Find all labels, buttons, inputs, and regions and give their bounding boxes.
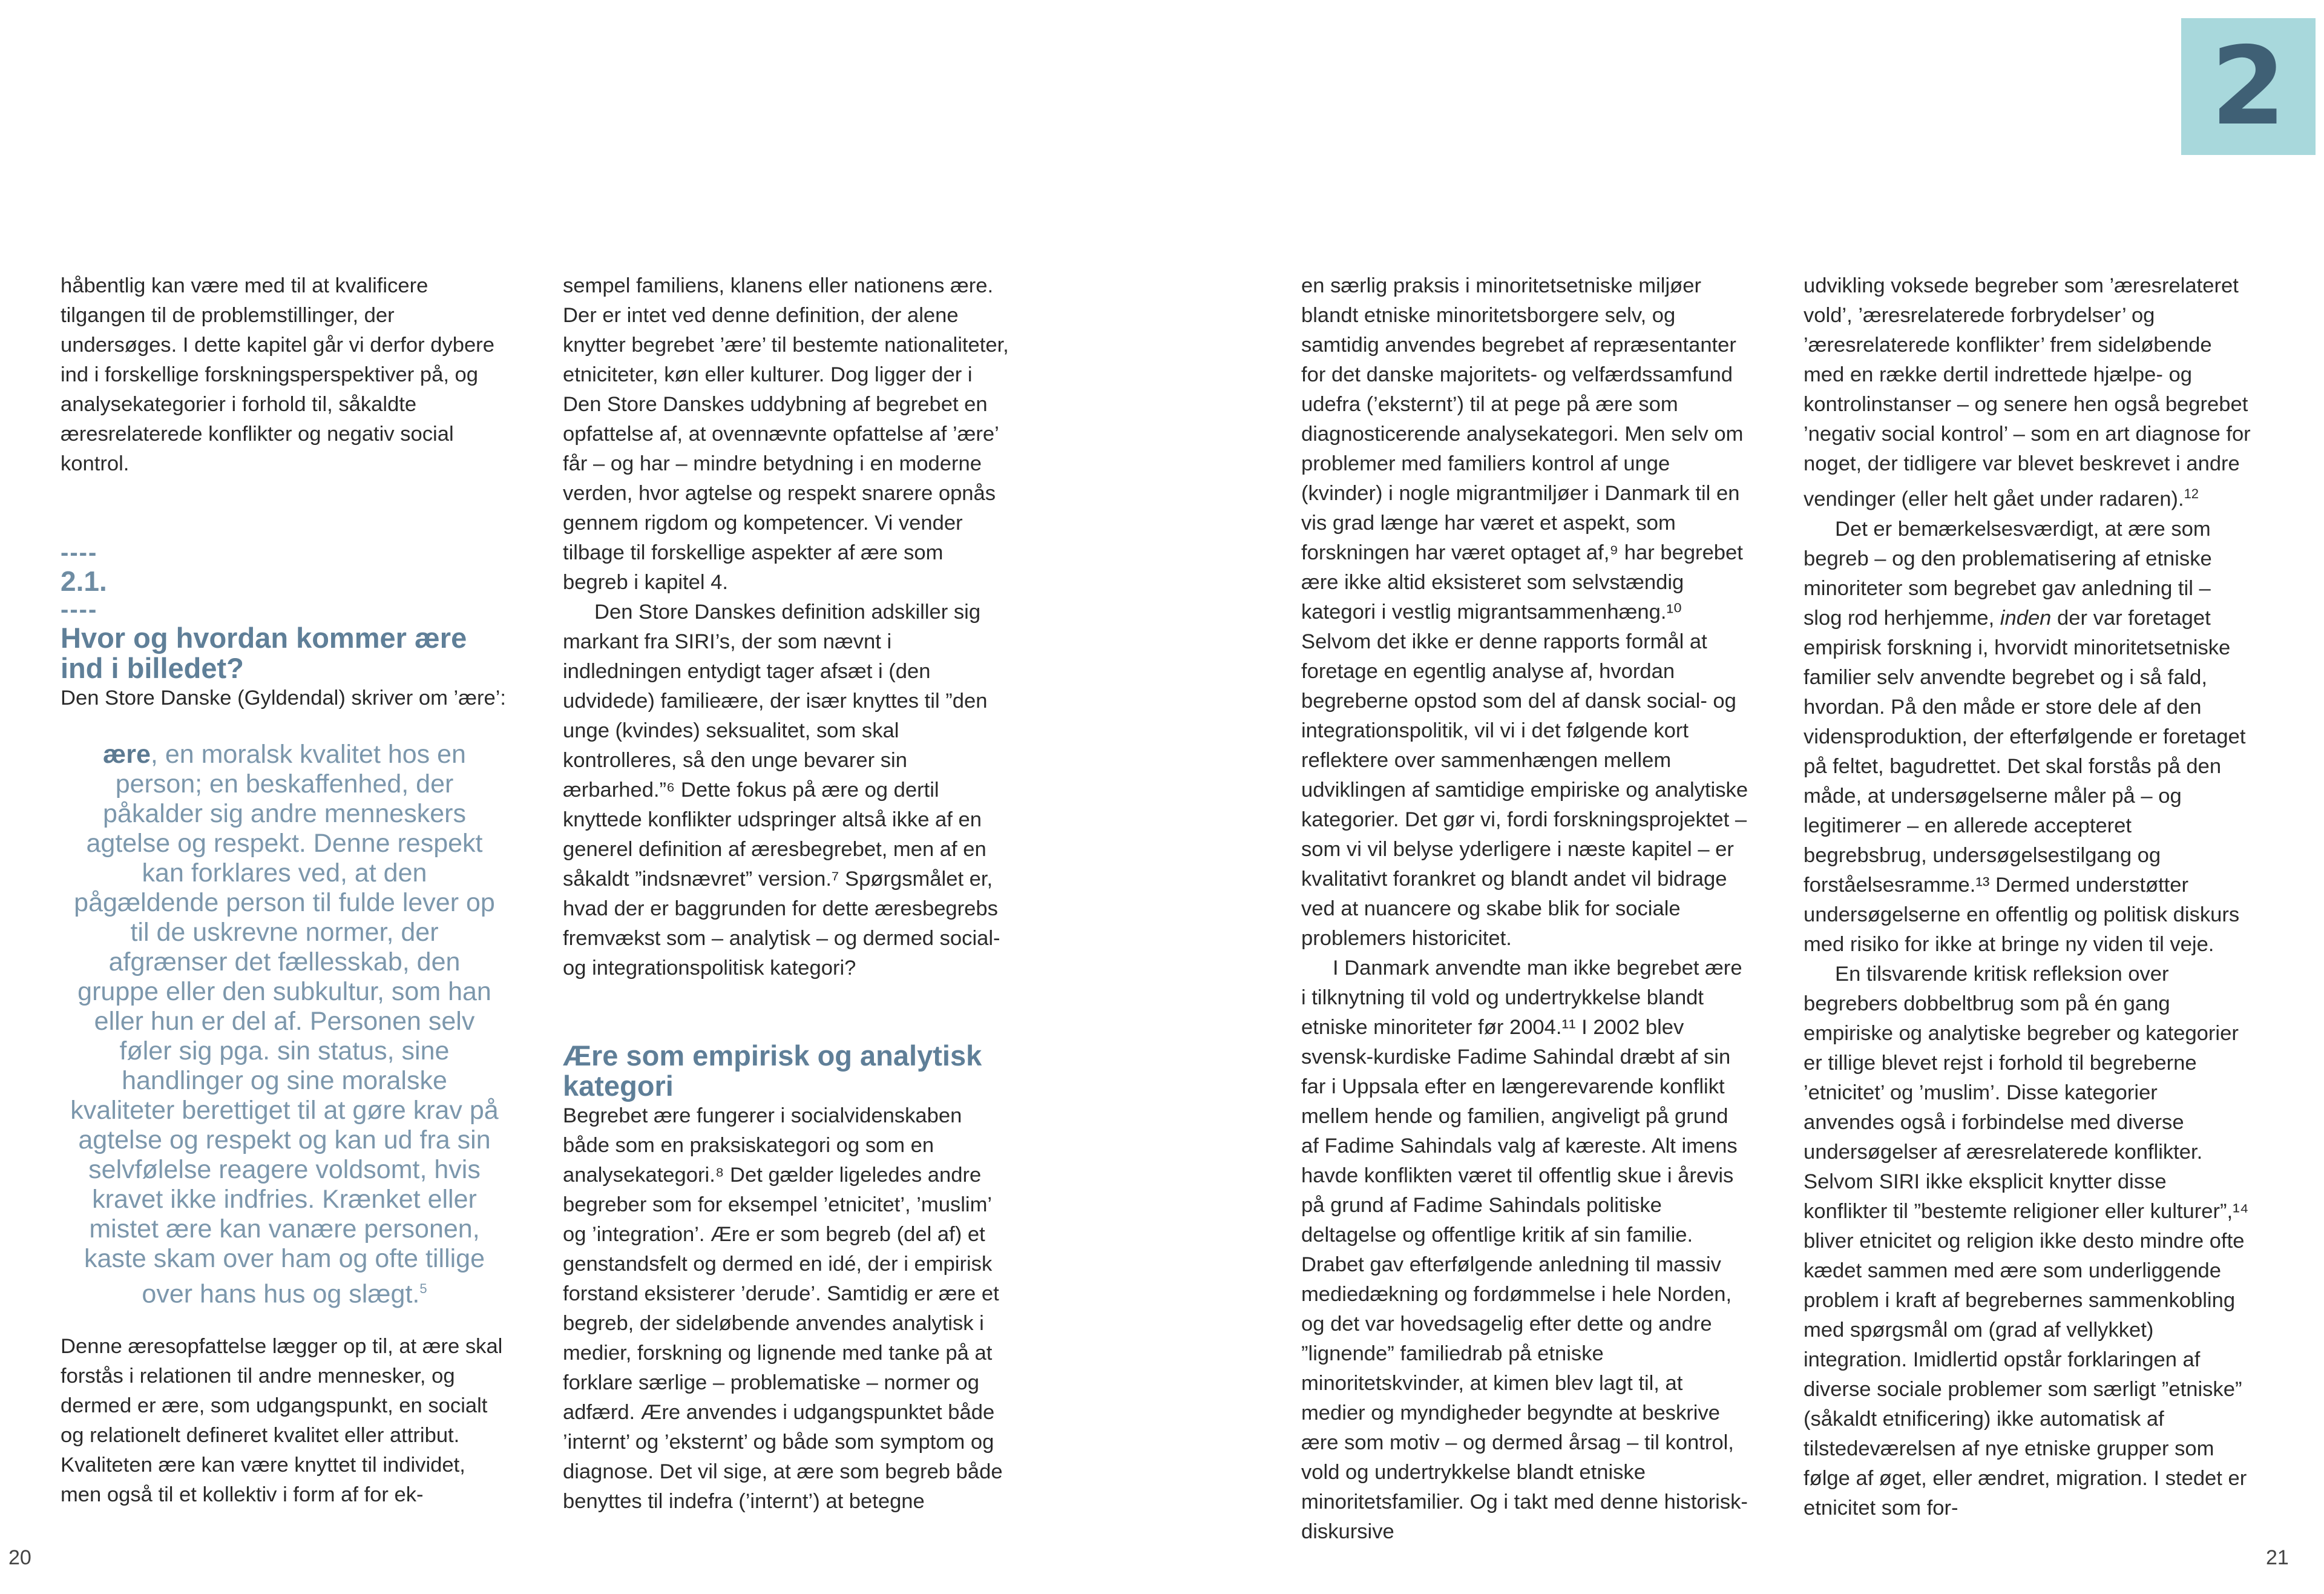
column-1 bbox=[61, 271, 508, 1510]
section-number: 2.1. bbox=[61, 565, 107, 597]
paragraph-text: der var foretaget empirisk forskning i, hvorvidt minoritetsetniske familier selv anvendte begrebet og i så fald, hvordan. På den måde er store dele af den vidensproduktion, der efterfølgende er foretaget på feltet, bagudrettet. Det skal forstås på den måde, at undersøgelserne måler på – og legitimerer – en allerede accepteret begrebsbrug, undersøgelsestilgang og forståelsesramme.¹³ Dermed understøtter undersøgelserne en offentlig og politisk diskurs med risiko for ikke at bringe ny viden til veje. bbox=[1804, 606, 2246, 956]
quote-keyword: ære bbox=[103, 740, 151, 769]
body-paragraph bbox=[1804, 515, 2251, 960]
column-2 bbox=[563, 271, 1011, 1517]
body-paragraph: Denne æresopfattelse lægger op til, at ære skal forstås i relationen til andre mennesker, og dermed er ære, som udgangspunkt, en socialt og relationelt defineret kvalitet eller attribut. Kvaliteten ære kan være knyttet til individet, men også til et kollektiv i form af for ek- bbox=[61, 1335, 503, 1507]
quote-body: , en moralsk kvalitet hos en person; en beskaffenhed, der påkalder sig andre menneskers agtelse og respekt. Denne respekt kan forklares ved, at den pågældende person til fulde lever op til de uskrevne normer, der afgrænser det fællesskab, den gruppe eller den subkultur, som han eller hun er del af. Personen selv føler sig pga. sin status, sine handlinger og sine moralske kvaliteter berettiget til at gøre krav på agtelse og respekt og kan ud fra sin selvfølelse reagere voldsomt, hvis kravet ikke indfries. Krænket eller mistet ære kan vanære personen, kaste skam over ham og ofte tillige over hans hus og slægt. bbox=[70, 740, 499, 1309]
body-paragraph: I Danmark anvendte man ikke begrebet ære i tilknytning til vold og undertrykkelse blandt etniske minoriteter før 2004.¹¹ I 2002 blev svensk-kurdiske Fadime Sahindal dræbt af sin far i Uppsala efter en længerevarende konflikt mellem hende og familien, angiveligt på grund af Fadime Sahindals valg af kæreste. Alt imens havde konflikten været til offentlig skue i årevis på grund af Fadime Sahindals politiske deltagelse og offentlige kritik af sin familie. Drabet gav efterfølgende anledning til massiv mediedækning og fordømmelse i hele Norden, og det var hovedsagelig efter dette og andre ”lignende” familiedrab på etniske minoritetskvinder, at kimen blev lagt til, at medier og myndigheder begyndte at beskrive ære som motiv – og dermed årsag – til kontrol, vold og undertrykkelse blandt etniske minoritetsfamilier. Og i takt med denne historisk-diskursive bbox=[1301, 957, 1748, 1543]
section-dashes-top: ---- bbox=[61, 539, 98, 566]
paragraph-text: udvikling voksede begreber som ’æresrelateret vold’, ’æresrelaterede forbrydelser’ og ’æresrelaterede konflikter’ frem sideløbende med en række dertil indrettede hjælpe- og kontrolinstanser – og senere hen også begrebet ’negativ social kontrol’ – som en art diagnose for noget, der tidligere var blevet beskrevet i andre vendinger (eller helt gået under radaren). bbox=[1804, 274, 2251, 511]
page-number-left: 20 bbox=[8, 1546, 31, 1569]
paragraph-text: Det er bemærkelsesværdigt, at ære som begreb – og den problematisering af etniske minoriteter som begrebet gav anledning til – slog rod herhjemme, bbox=[1804, 517, 2212, 630]
footnote-ref: 5 bbox=[419, 1281, 427, 1296]
column-3 bbox=[1301, 271, 1749, 1547]
definition-quote bbox=[61, 740, 508, 1309]
emphasis-text: inden bbox=[2000, 606, 2052, 630]
column-4 bbox=[1804, 271, 2251, 1523]
body-paragraph: Den Store Danskes definition adskiller sig markant fra SIRI’s, der som nævnt i indledningen entydigt tager afsæt i (den udvidede) familieære, der især knyttes til ”den unge (kvindes) seksualitet, som skal kontrolleres, så den unge bevarer sin ærbarhed.”⁶ Dette fokus på ære og dertil knyttede konflikter udspringer altså ikke af en generel definition af æresbegrebet, men af en såkaldt ”indsnævret” version.⁷ Spørgsmålet er, hvad der er baggrunden for dette æresbegrebs fremvækst som – analytisk – og dermed social- og integrationspolitisk kategori? bbox=[563, 601, 1000, 980]
chapter-number: 2 bbox=[2211, 24, 2286, 149]
intro-paragraph: håbentlig kan være med til at kvalificere tilgangen til de problemstillinger, der undersøges. I dette kapitel går vi derfor dybere ind i forskellige forskningsperspektiver på, og analysekategorier i forhold til, såkaldte æresrelaterede konflikter og negativ social kontrol. bbox=[61, 274, 494, 475]
subsection-heading: Ære som empirisk og analytisk kategori bbox=[563, 1039, 982, 1102]
footnote-ref: 12 bbox=[2184, 486, 2199, 501]
body-paragraph: Begrebet ære fungerer i socialvidenskaben både som en praksiskategori og som en analysekategori.⁸ Det gælder ligeledes andre begreber som for eksempel ’etnicitet’, ’muslim’ og ’integration’. Ære er som begreb (del af) et genstandsfelt og dermed en idé, der i empirisk forstand eksisterer ’derude’. Samtidig er ære et begreb, der sideløbende anvendes analytisk i medier, forskning og lignende med tanke på at forklare særlige – problematiske – normer og adfærd. Ære anvendes i udgangspunktet både ’internt’ og ’eksternt’ og både som symptom og diagnose. Det vil sige, at ære som begreb både benyttes til indefra (’internt’) at betegne bbox=[563, 1104, 1003, 1513]
quote-lead: Den Store Danske (Gyldendal) skriver om ’ære’: bbox=[61, 687, 507, 710]
body-paragraph: en særlig praksis i minoritetsetniske miljøer blandt etniske minoritetsborgere selv, og samtidig anvendes begrebet af repræsentanter for det danske majoritets- og velfærdssamfund udefra (’eksternt’) til at pege på ære som diagnosticerende analysekategori. Men selv om problemer med familiers kontrol af unge (kvinder) i nogle migrantmiljøer i Danmark til en vis grad længe har været et aspekt, som forskningen har været optaget af,⁹ har begrebet ære ikke altid eksisteret som selvstændig kategori i vestlig migrantsammenhæng.¹⁰ Selvom det ikke er denne rapports formål at foretage en egentlig analyse af, hvordan begreberne opstod som del af dansk social- og integrationspolitik, vil vi i det følgende kort reflektere over sammenhængen mellem udviklingen af samtidige empiriske og analytiske kategorier. Det gør vi, fordi forskningsprojektet – som vi vil belyse yderligere i næste kapitel – er kvalitativt forankret og blandt andet vil bidrage ved at nuancere og skabe blik for sociale problemers historicitet. bbox=[1301, 274, 1748, 950]
section-dashes-bottom: ---- bbox=[61, 596, 98, 623]
body-paragraph: En tilsvarende kritisk refleksion over begrebers dobbeltbrug som på én gang empiriske og analytiske begreber og kategorier er tillige blevet rejst i forhold til begreberne ’etnicitet’ og ’muslim’. Disse kategorier anvendes også i forbindelse med diverse undersøgelser af æresrelaterede konflikter. Selvom SIRI ikke eksplicit knytter disse konflikter til ”bestemte religioner eller kulturer”,¹⁴ bliver etnicitet og religion ikke desto mindre ofte kædet sammen med ære som underliggende problem i kraft af begrebernes sammenkobling med spørgsmål om (grad af vellykket) integration. Imidlertid opstår forklaringen af diverse sociale problemer som særligt ”etniske” (såkaldt etnificering) ikke automatisk af tilstedeværelsen af nye etniske grupper som følge af øget, eller ændret, migration. I stedet er etnicitet som for- bbox=[1804, 962, 2249, 1520]
chapter-tab bbox=[2181, 18, 2316, 155]
body-paragraph: sempel familiens, klanens eller nationens ære. Der er intet ved denne definition, der alene knytter begrebet ’ære’ til bestemte nationaliteter, etniciteter, køn eller kulturer. Dog ligger der i Den Store Danskes uddybning af begrebet en opfattelse af, at ovennævnte opfattelse af ’ære’ får – og har – mindre betydning i en moderne verden, hvor agtelse og respekt snarere opnås gennem rigdom og kompetencer. Vi vender tilbage til forskellige aspekter af ære som begreb i kapitel 4. bbox=[563, 274, 1009, 594]
page-number-right: 21 bbox=[2266, 1546, 2289, 1569]
section-heading: Hvor og hvordan kommer ære ind i billedet? bbox=[61, 622, 467, 684]
body-paragraph bbox=[1804, 271, 2251, 515]
